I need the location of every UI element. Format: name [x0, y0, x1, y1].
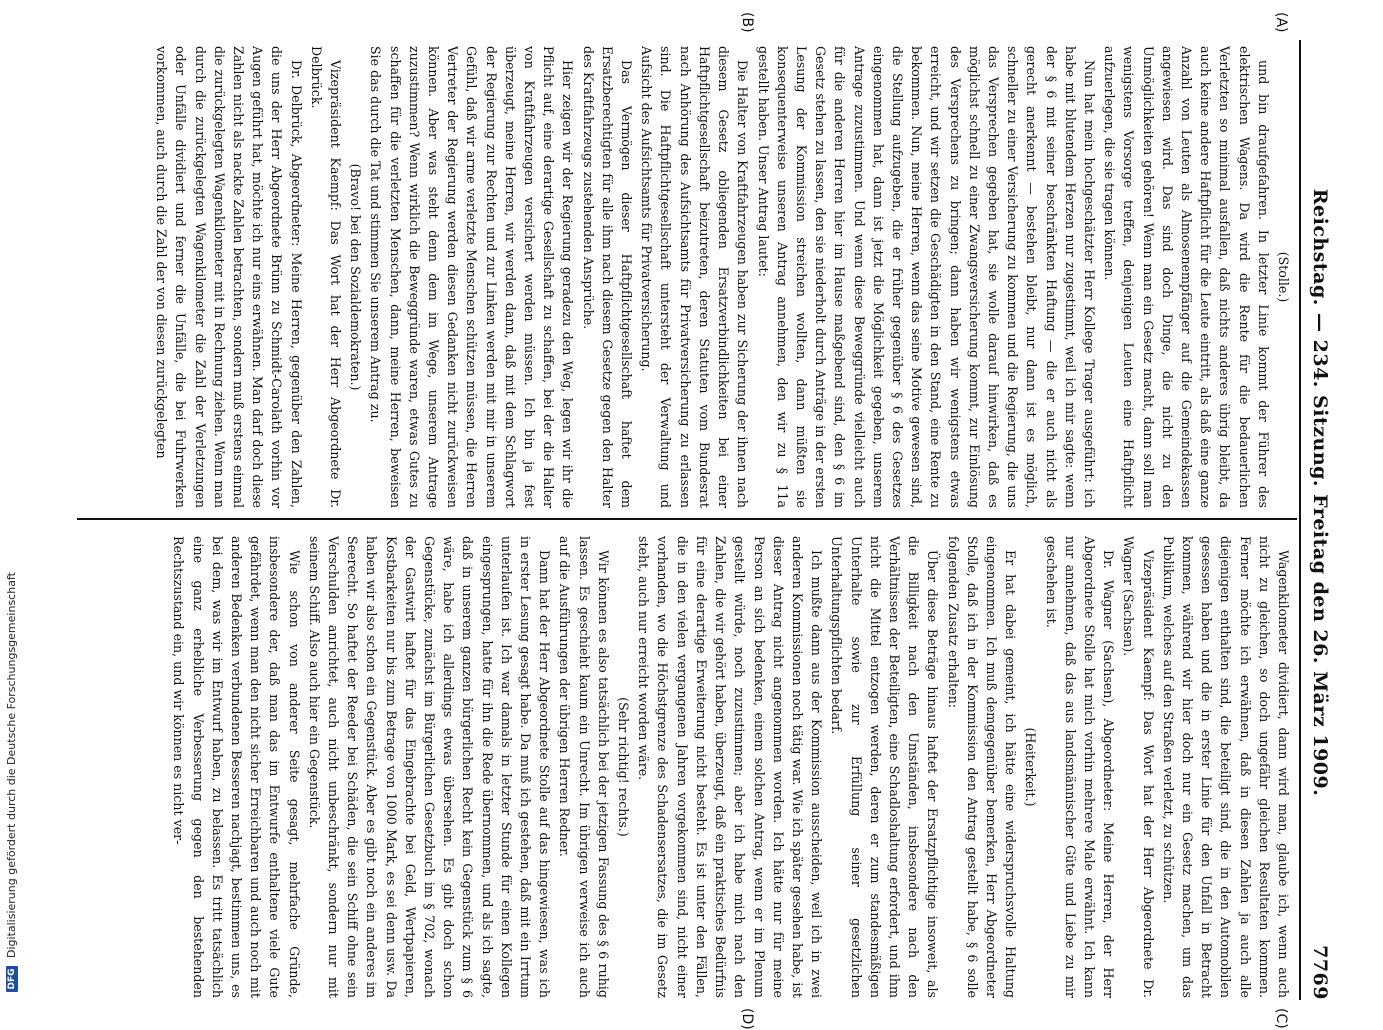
margin-mark-c: (C) — [1273, 1008, 1289, 1029]
margin-mark-d: (D) — [739, 1008, 755, 1030]
left-column — [83, 46, 1293, 508]
document-page — [45, 12, 1335, 1030]
interjection: (Sehr richtig! rechts.) — [616, 697, 632, 837]
right-column — [83, 536, 1293, 998]
column-divider — [77, 518, 1297, 520]
paragraph: Dr. Delbrück, Abgeordneter: Meine Herren, gegenüber den Zahlen, die uns der Herr Abgeordnete Brünn zu Schmidt-Carolath vorhin vor Augen geführt hat, möchte ich nur eins erwähnen. Man darf doch diese Zahlen nicht als nackte Zahlen betrachten, sondern muß erstens einmal die zurückgelegten Wagenkilometer mit in Rechnung ziehen. Wenn man durch die zurückgelegten Wagenkilometer die Zahl der Verletzungen oder Unfälle dividiert und ferner die Unfälle, die bei Fuhrwerken vorkommen, auch durch die Zahl der von diesen zurückgelegten — [154, 46, 304, 508]
header-title: Reichstag. — 234. Sitzung. Freitag den 26. März 1909. — [1309, 188, 1331, 797]
paragraph: Die Halter von Kraftfahrzeugen haben zur Sicherung der ihnen nach diesem Gesetz obliegenden Ersatzverbindlichkeiten bei einer Haftpflichtgesellschaft beizutreten, deren Statuten vom Bundesrat nach Anhörung des Aufsichtsamts für Privatversicherung zu erlassen sind. Die Haftpflichtgesellschaft untersteht der Verwaltung und Aufsicht des Aufsichtsamts für Privatversicherung. — [639, 46, 751, 508]
paragraph: Dr. Wagner (Sachsen), Abgeordneter: Meine Herren, der Herr Abgeordnete Stolle hat mich vorhin mehrere Male erwähnt. Ich kann nur annehmen, daß das aus landsmännischer Güte und Liebe zu mir geschehen ist. — [1043, 536, 1117, 998]
interjection: (Heiterkeit.) — [1023, 727, 1039, 807]
margin-mark-b: (B) — [739, 12, 755, 33]
paragraph: Vizepräsident Kaempf: Das Wort hat der Herr Abgeordnete Dr. Delbrück. — [308, 46, 344, 508]
paragraph: Nun hat mein hochgeschätzter Herr Kollege Trager ausgeführt: ich habe mit blutendem Herzen nur zugestimmt, weil ich mir sagte: wenn der § 6 mit seiner beschränkten Haftung — die er auch nicht als gerecht anerkennt — bestehen bleibt, nur dann ist es möglich, schneller zu einer Versicherung zu kommen und die Regierung, die uns das Versprechen gegeben hat, sie wolle darauf hinwirken, daß es möglichst schnell zu einer Zwangsversicherung kommt, zur Einlösung des Versprechens zu bringen; dann haben wir wenigstens etwas erreicht, und wir setzen die Geschädigten in den Stand, eine Rente zu bekommen. Nun, meine Herren, wenn das seine Motive gewesen sind, die Stellung aufzugeben, die er früher gegenüber § 6 des Gesetzes eingenommen hat, dann ist jetzt die Möglichkeit gegeben, unserem Antrage zuzustimmen. Und wenn diese Beweggründe vielleicht auch für die anderen Herren hier im Hause maßgebend sind, den § 6 im Gesetz stehen zu lassen, den sie niederholt durch Anträge in der ersten Lesung der Kommission streichen wollten, dann müßten sie konsequenterweise unseren Antrag annehmen, den wir zu § 11a gestellt haben. Unser Antrag lautet: — [755, 46, 1097, 508]
paragraph: Wir können es also tatsächlich bei der jetzigen Fassung des § 6 ruhig lassen. Es geschieht kaum ein Unrecht. Im übrigen verweise ich auch auf die Ausführungen der übrigen Herren Redner. — [557, 536, 611, 998]
paragraph: Dann hat der Herr Abgeordnete Stolle auf das hingewiesen, was ich in erster Lesung gesagt habe. Da muß ich gestehen, daß mit ein Irrtum unterlaufen ist. Ich war damals in letzter Stunde für einen Kollegen eingesprungen, hatte für ihn die Rede übernommen, und als ich sagte, daß in unserem ganzen bürgerlichen Recht kein Gegenstück zum § 6 wäre, habe ich allerdings etwas übersehen. Es gibt doch schon Gegenstücke, zunächst im Bürgerlichen Gesetzbuch im § 702, wonach der Gastwirt haftet für das Eingebrachte bei Geld, Wertpapieren, Kostbarkeiten nur bis zum Betrage von 1000 Mark, es sei denn usw. Da haben wir also schon ein Gegenstück. Aber es gibt noch ein anderes im Seerecht. So haftet der Reeder bei Schäden, die sein Schiff ohne sein Verschulden anrichtet, auch nicht unbeschränkt, sondern nur mit seinem Schiff. Also auch hier ein Gegenstück. — [306, 536, 553, 998]
margin-mark-a: (A) — [1273, 12, 1289, 33]
paragraph: und bin draufgefahren. In letzter Linie kommt der Führer des elektrischen Wagens. Da wird die Rente für die bedauerlichen Verletzten so minimal ausfallen, daß nichts anderes übrig bleibt, da auch keine andere Haftpflicht für die Leute eintritt, als daß eine ganze Anzahl von Leuten als Almosenempfänger auf die Gemeindekassen angewiesen wird. Das sind doch Dinge, die nicht zu den Unmöglichkeiten gehören! Wenn man ein Gesetz macht, dann soll man wenigstens Vorsorge treffen, denjenigen Leuten eine Haftpflicht aufzuerlegen, die sie tragen können. — [1102, 46, 1271, 508]
digitization-credit — [4, 0, 20, 1000]
digitization-credit-text: Digitalisierung gefördert durch die Deutsche Forschungsgemeinschaft — [5, 572, 18, 958]
interjection: (Stolle.) — [1276, 251, 1291, 303]
paragraph: Hier zeigen wir der Regierung geradezu den Weg, legen wir ihr die Pflicht auf, eine derartige Gesellschaft zu schaffen, bei der die Halter von Kraftfahrzeugen versichert werden müssen. Ich bin ja fest überzeugt, meine Herren, wir werden dann, daß mit dem Schlagwort der Regierung zur Rechten und zur Linken werden mit mir in unserem Gefühl, daß wir arme verletzte Menschen schützen müssen, die Herren Vertreter der Regierung werden diesen Gedanken nicht zurückweisen können. Aber was steht denn dem im Wege, unserem Antrage zuzustimmen? Wenn wirklich die Beweggründe waren, etwas Gutes zu schaffen für die verletzten Menschen, dann, meine Herren, beweisen Sie das durch die Tat und stimmen Sie unserem Antrag zu. — [368, 46, 576, 508]
page-number: 7769 — [1309, 945, 1331, 1000]
interjection: (Bravo! bei den Sozialdemokraten.) — [348, 163, 364, 391]
page-header — [1305, 40, 1335, 1000]
header-rule — [1299, 40, 1301, 1000]
paragraph: Vizepräsident Kaempf: Das Wort hat der Herr Abgeordnete Dr. Wagner (Sachsen). — [1121, 536, 1156, 998]
paragraph: Das Vermögen dieser Haftpflichtgesellschaft haftet dem Ersatzberechtigten für alle ihm nach diesem Gesetze gegen den Halter des Kraftfahrzeugs zustehenden Ansprüche. — [580, 46, 635, 508]
dfg-logo: DFG — [6, 966, 18, 992]
paragraph: Über diese Beträge hinaus haftet der Ersatzpflichtige insoweit, als die Billigkeit nach den Umständen, insbesondere nach den Verhältnissen der Beteiligten, eine Schadloshaltung erfordert, und ihm nicht die Mittel entzogen werden, deren er zum standesmäßigen Unterhalte sowie zur Erfüllung seiner gesetzlichen Unterhaltungspflichten bedarf. — [829, 536, 941, 998]
paragraph: Er hat dabei gemeint, ich hätte eine widerspruchsvolle Haltung eingenommen. Ich muß demgegenüber bemerken, Herr Abgeordneter Stolle, daß ich in der Kommission den Antrag gestellt habe, § 6 solle folgenden Zusatz erhalten: — [945, 536, 1019, 998]
paragraph: Wie schon von anderer Seite gesagt, mehrfache Gründe, insbesondere der, daß man das im Entwurfe enthaltene viele Gute gefährdet, wenn man den nicht sicher Erreichbaren und auch noch mit anderen Bedenken verbundenen Besseren nachjagt, bestimmen uns, es bei dem, was wir im Entwurf haben, zu belassen. Es tritt tatsächlich eine ganz erhebliche Verbesserung gegen den bestehenden Rechtszustand ein, und wir können es nicht ver- — [171, 536, 302, 998]
paragraph: Ich mußte dann aus der Kommission ausscheiden, weil ich in zwei anderen Kommissionen noch tätig war. Wie ich später gesehen habe, ist dieser Antrag nicht angenommen worden. Ich hätte nur für meine Person an sich bedenken, einem solchen Antrag, wenn er im Plenum gestellt würde, noch zuzustimmen; aber ich habe mich nach den Zahlen, die wir gehört haben, überzeugt, daß ein praktisches Bedürfnis für eine derartige Erweiterung nicht besteht. Es ist unter den Fällen, die in den vielen vergangenen Jahren vorgekommen sind, nicht einer vorhanden, wo die Höchstgrenze des Schadensersatzes, die im Gesetz steht, auch nur erreicht worden wäre. — [636, 536, 825, 998]
paragraph: Wagenkilometer dividiert, dann wird man, glaube ich, wenn auch nicht zu gleichen, so doch ungefähr gleichen Resultaten kommen. Ferner möchte ich erwähnen, daß in diesen Zahlen ja auch alle diejenigen enthalten sind, die beteiligt sind, die in den Automobilen gesessen haben und die in erster Linie für den Unfall in Betracht kommen, während wir hier doch nur ein Gesetz machen, um das Publikum, welches auf den Straßen verletzt, zu schützen. — [1160, 536, 1291, 998]
